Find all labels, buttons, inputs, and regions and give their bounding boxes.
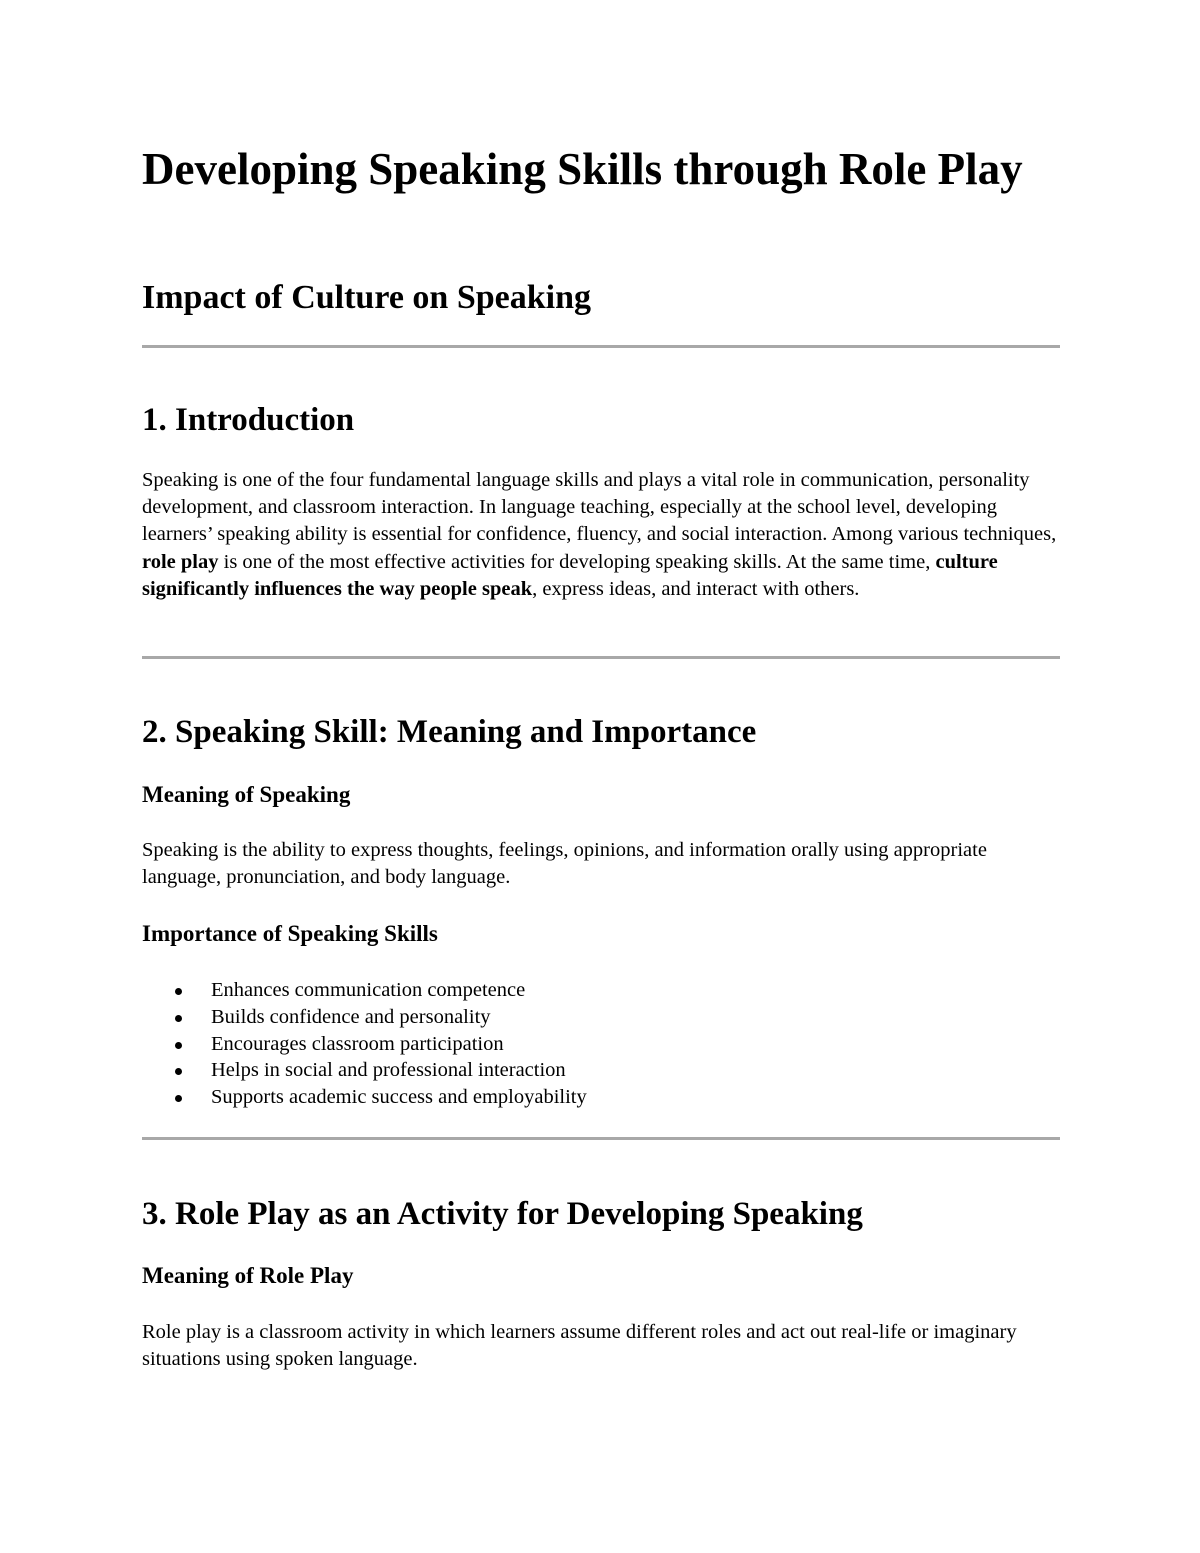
bullet-icon <box>175 1042 182 1049</box>
intro-text-1: Speaking is one of the four fundamental language skills and plays a vital role in communication, personality development, and classroom interaction. In language teaching, especially at the school level, developing learners’ speaking ability is essential for confidence, fluency, and social interaction. Among various techniques, <box>142 469 1057 546</box>
subheading-importance-of-speaking: Importance of Speaking Skills <box>142 921 438 946</box>
list-item: Builds confidence and personality <box>142 1004 587 1031</box>
intro-bold-role-play: role play <box>142 550 219 573</box>
horizontal-rule <box>142 345 1060 348</box>
meaning-of-speaking-paragraph: Speaking is the ability to express thoughts, feelings, opinions, and information orally using appropriate language, pronunciation, and body language. <box>142 839 987 889</box>
intro-text-3: , express ideas, and interact with others. <box>532 577 860 600</box>
subheading-meaning-of-role-play: Meaning of Role Play <box>142 1263 354 1288</box>
bullet-icon <box>175 1068 182 1075</box>
list-item: Enhances communication competence <box>142 977 587 1004</box>
introduction-paragraph <box>142 467 1060 603</box>
document-subtitle: Impact of Culture on Speaking <box>142 279 591 316</box>
section-heading-introduction: 1. Introduction <box>142 402 355 438</box>
bullet-icon <box>175 1015 182 1022</box>
bullet-icon <box>175 1095 182 1102</box>
horizontal-rule <box>142 656 1060 659</box>
list-item: Supports academic success and employability <box>142 1084 587 1111</box>
subheading-meaning-of-speaking: Meaning of Speaking <box>142 782 351 807</box>
importance-list <box>142 977 587 1111</box>
list-item: Encourages classroom participation <box>142 1031 587 1058</box>
section-heading-role-play: 3. Role Play as an Activity for Developing Speaking <box>142 1196 863 1232</box>
intro-text-2: is one of the most effective activities for developing speaking skills. At the same time, <box>218 550 936 573</box>
intro-bold-culture: culture significantly influences the way people speak <box>142 550 998 600</box>
bullet-icon <box>175 988 182 995</box>
meaning-of-role-play-paragraph: Role play is a classroom activity in which learners assume different roles and act out real-life or imaginary situations using spoken language. <box>142 1321 1017 1371</box>
document-title: Developing Speaking Skills through Role Play <box>142 144 1023 194</box>
horizontal-rule <box>142 1137 1060 1140</box>
list-item: Helps in social and professional interaction <box>142 1057 587 1084</box>
section-heading-speaking-skill: 2. Speaking Skill: Meaning and Importance <box>142 714 757 750</box>
